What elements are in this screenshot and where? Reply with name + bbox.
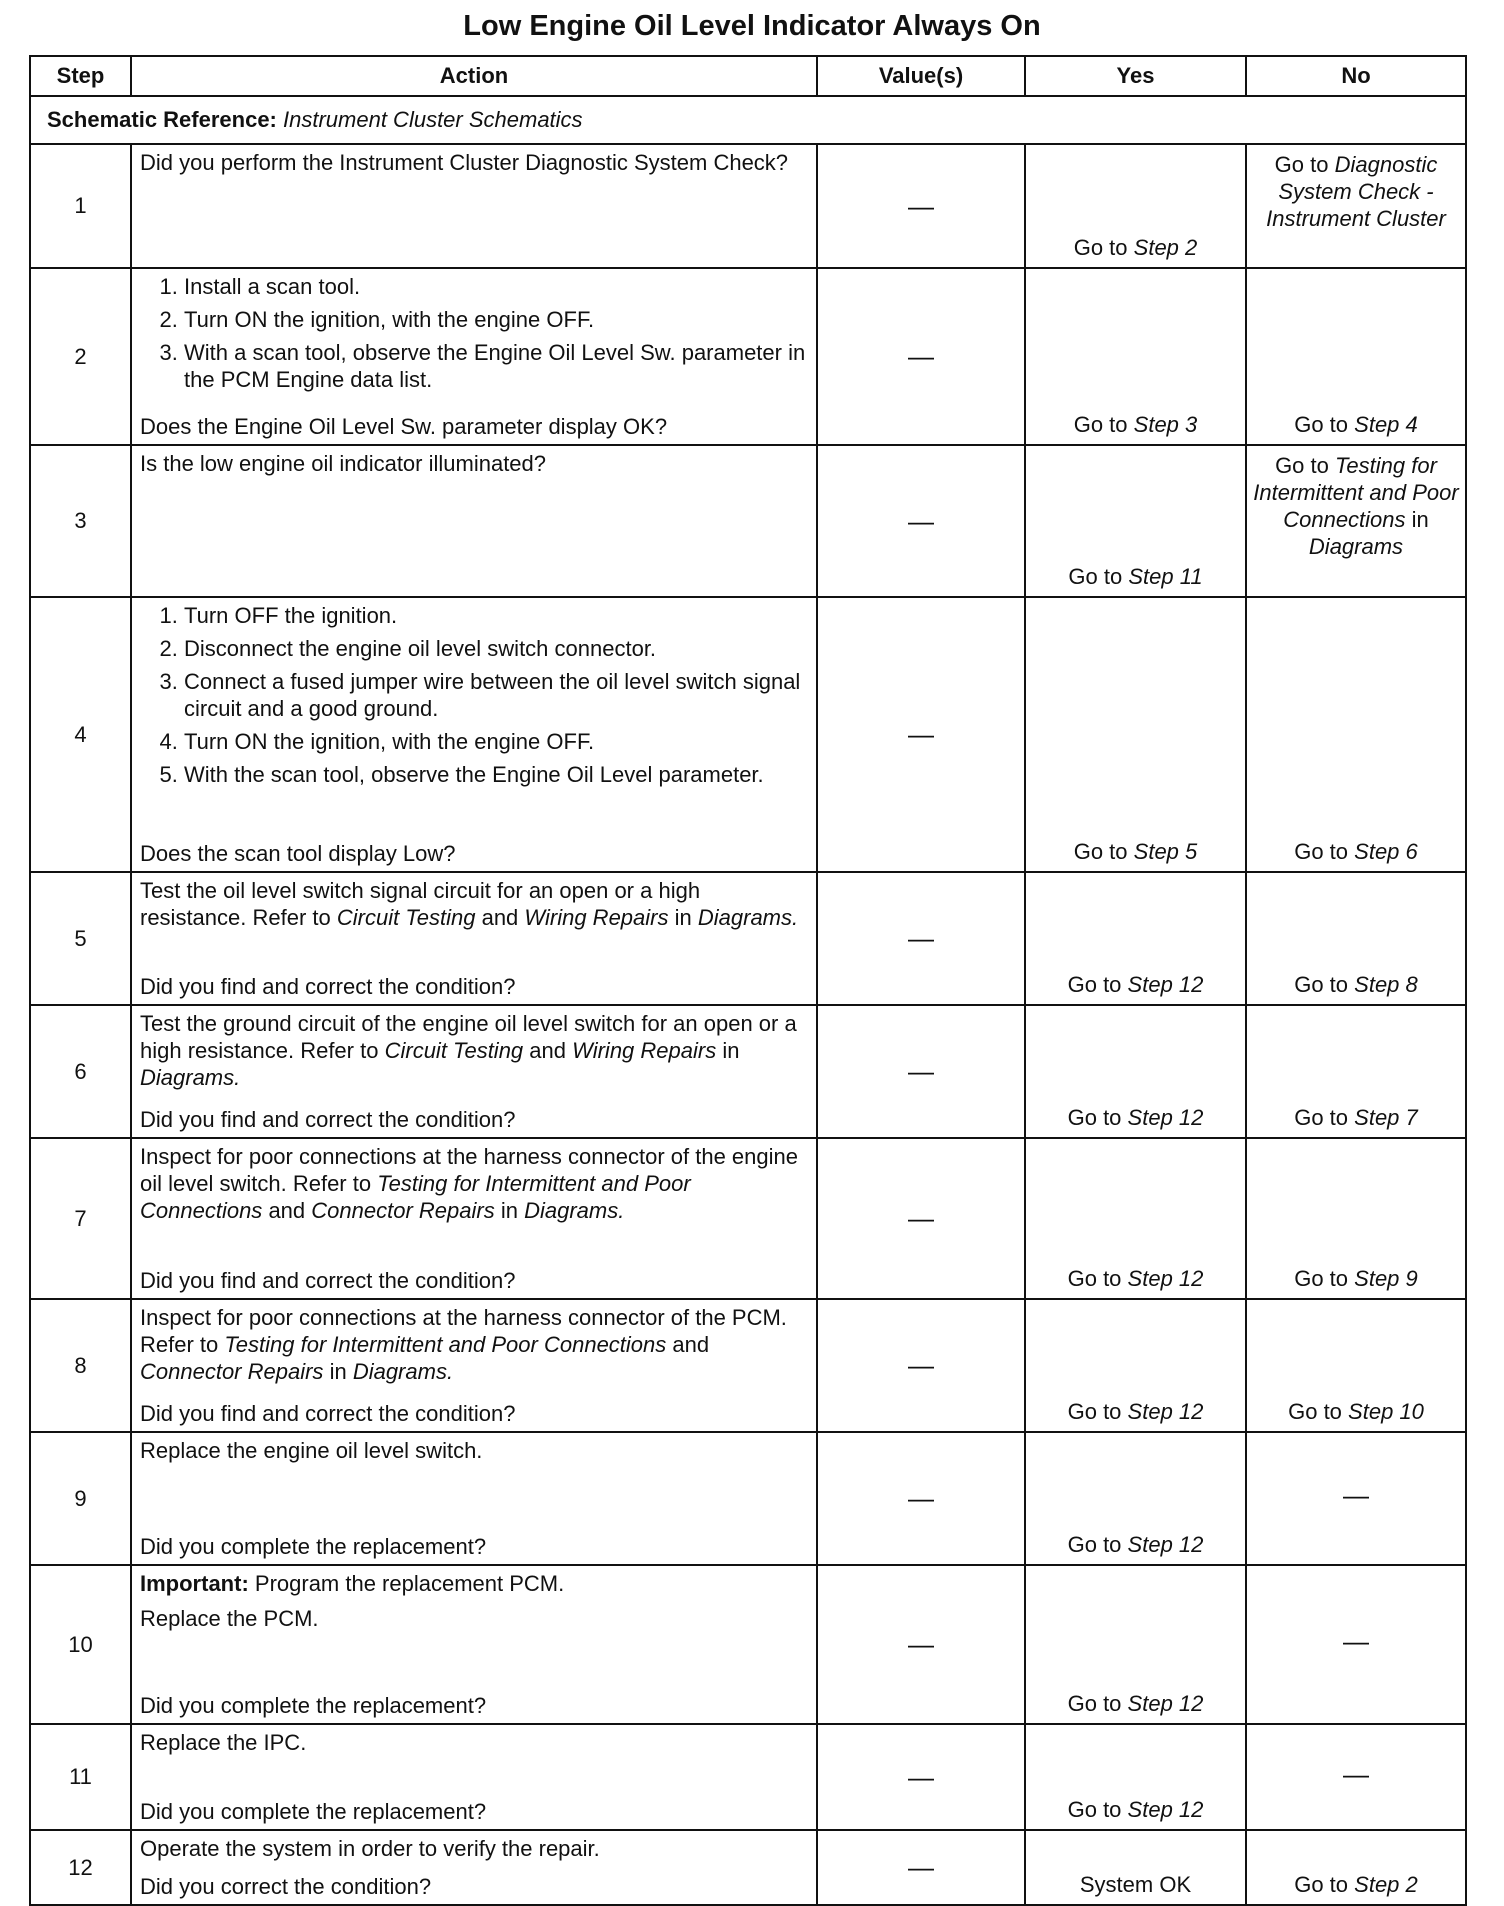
no-goto[interactable] bbox=[1288, 1399, 1424, 1424]
schematic-row bbox=[30, 96, 1466, 144]
yes-goto[interactable] bbox=[1068, 972, 1204, 997]
action-text bbox=[140, 1304, 808, 1385]
header-row bbox=[30, 56, 1466, 96]
no-cell bbox=[1246, 872, 1466, 1005]
value-cell: — bbox=[817, 268, 1025, 445]
step-row bbox=[30, 872, 1466, 1005]
step-link[interactable]: Step 12 bbox=[1127, 1797, 1204, 1822]
step-number: 10 bbox=[30, 1565, 131, 1724]
important-note: Program the replacement PCM. bbox=[254, 1571, 565, 1596]
no-goto[interactable] bbox=[1294, 1266, 1418, 1291]
action-cell bbox=[131, 1565, 817, 1724]
no-goto[interactable] bbox=[1294, 1872, 1418, 1897]
text: in bbox=[722, 1038, 740, 1063]
ref-link[interactable]: Diagrams. bbox=[524, 1198, 625, 1223]
step-link[interactable]: Step 12 bbox=[1127, 1399, 1204, 1424]
text: Test the oil level switch signal circuit for an open or a high resistance. Refer to bbox=[140, 878, 701, 930]
text: Inspect for poor connections at the harness connector of the PCM. Refer to bbox=[140, 1305, 787, 1357]
step-link[interactable]: Step 6 bbox=[1354, 839, 1418, 864]
action-question: Did you complete the replacement? bbox=[140, 1693, 487, 1718]
step-number: 3 bbox=[30, 445, 131, 597]
action-cell bbox=[131, 1724, 817, 1830]
ref-link[interactable]: Connector Repairs bbox=[140, 1359, 324, 1384]
page-title: Low Engine Oil Level Indicator Always On bbox=[463, 10, 1041, 42]
action-cell bbox=[131, 445, 817, 597]
diagnostic-table bbox=[29, 55, 1467, 1906]
ref-link[interactable]: Diagrams bbox=[1308, 534, 1404, 559]
action-question: Did you complete the replacement? bbox=[140, 1799, 487, 1824]
action-item: 2. Disconnect the engine oil level switch connector. bbox=[184, 635, 808, 662]
action-cell bbox=[131, 872, 817, 1005]
header-yes: Yes bbox=[1025, 56, 1246, 96]
ref-link[interactable]: Diagrams. bbox=[697, 905, 799, 930]
goto-label: Go to bbox=[1067, 1532, 1122, 1557]
ref-link[interactable]: Diagrams. bbox=[140, 1065, 241, 1090]
yes-goto[interactable] bbox=[1068, 1266, 1204, 1291]
yes-cell bbox=[1025, 1299, 1246, 1432]
yes-goto[interactable] bbox=[1068, 1797, 1204, 1822]
no-cell bbox=[1246, 268, 1466, 445]
goto-label: Go to bbox=[1294, 972, 1349, 997]
yes-result: System OK bbox=[1079, 1872, 1192, 1897]
ref-link[interactable]: Diagrams. bbox=[352, 1359, 454, 1384]
ref-link[interactable]: Wiring Repairs bbox=[524, 905, 669, 930]
goto-label: Go to bbox=[1073, 235, 1128, 260]
step-row bbox=[30, 1138, 1466, 1299]
action-item: 1. Turn OFF the ignition. bbox=[184, 602, 808, 629]
step-row bbox=[30, 144, 1466, 268]
yes-cell bbox=[1025, 1724, 1246, 1830]
goto-label: Go to bbox=[1067, 1105, 1122, 1130]
yes-goto[interactable] bbox=[1068, 1399, 1204, 1424]
step-number: 11 bbox=[30, 1724, 131, 1830]
no-cell bbox=[1246, 1565, 1466, 1724]
no-goto[interactable] bbox=[1294, 972, 1418, 997]
no-goto[interactable] bbox=[1266, 152, 1446, 231]
step-number: 12 bbox=[30, 1830, 131, 1905]
step-number: 2 bbox=[30, 268, 131, 445]
yes-cell bbox=[1025, 1432, 1246, 1565]
header-values: Value(s) bbox=[817, 56, 1025, 96]
action-text bbox=[140, 1143, 808, 1224]
step-number: 1 bbox=[30, 144, 131, 268]
step-row bbox=[30, 1005, 1466, 1138]
value-cell: — bbox=[817, 1830, 1025, 1905]
header-step: Step bbox=[30, 56, 131, 96]
text: and bbox=[672, 1332, 710, 1357]
action-question: Did you correct the condition? bbox=[140, 1874, 432, 1899]
ref-link[interactable]: Circuit Testing bbox=[384, 1038, 524, 1063]
no-cell bbox=[1246, 1830, 1466, 1905]
step-link[interactable]: Step 12 bbox=[1127, 1532, 1204, 1557]
step-link[interactable]: Step 10 bbox=[1348, 1399, 1424, 1424]
step-number: 9 bbox=[30, 1432, 131, 1565]
ref-link[interactable]: Testing for Intermittent and Poor Connections bbox=[140, 1171, 691, 1223]
action-text: Replace the PCM. bbox=[140, 1606, 319, 1631]
ref-link[interactable]: Wiring Repairs bbox=[572, 1038, 717, 1063]
text: in bbox=[329, 1359, 347, 1384]
value-cell: — bbox=[817, 445, 1025, 597]
no-goto[interactable] bbox=[1253, 453, 1458, 559]
no-cell bbox=[1246, 597, 1466, 872]
goto-label: Go to bbox=[1294, 1872, 1349, 1897]
step-number: 5 bbox=[30, 872, 131, 1005]
text: Test the ground circuit of the engine oil level switch for an open or a high resistance. Refer to bbox=[140, 1011, 797, 1063]
yes-goto[interactable] bbox=[1074, 412, 1198, 437]
no-goto[interactable] bbox=[1294, 839, 1418, 864]
yes-goto[interactable] bbox=[1068, 1532, 1204, 1557]
goto-label: Go to bbox=[1294, 1105, 1349, 1130]
ref-link[interactable]: Diagnostic System Check - Instrument Cluster bbox=[1266, 152, 1446, 231]
no-cell bbox=[1246, 1005, 1466, 1138]
action-item: 3. Connect a fused jumper wire between the oil level switch signal circuit and a good ground. bbox=[184, 668, 808, 722]
step-link[interactable]: Step 12 bbox=[1127, 1266, 1204, 1291]
goto-label: Go to bbox=[1067, 972, 1122, 997]
dash: — bbox=[1343, 1758, 1369, 1789]
yes-cell bbox=[1025, 268, 1246, 445]
step-row bbox=[30, 597, 1466, 872]
goto-label: Go to bbox=[1294, 412, 1349, 437]
step-link[interactable]: Step 2 bbox=[1133, 235, 1198, 260]
step-number: 4 bbox=[30, 597, 131, 872]
step-row bbox=[30, 445, 1466, 597]
action-cell bbox=[131, 144, 817, 268]
yes-cell bbox=[1025, 1005, 1246, 1138]
no-cell bbox=[1246, 1724, 1466, 1830]
yes-cell bbox=[1025, 445, 1246, 597]
step-number: 8 bbox=[30, 1299, 131, 1432]
yes-goto[interactable] bbox=[1074, 235, 1198, 260]
no-goto[interactable] bbox=[1294, 412, 1418, 437]
text: in bbox=[674, 905, 692, 930]
action-text: Did you perform the Instrument Cluster Diagnostic System Check? bbox=[140, 150, 789, 175]
dash: — bbox=[1343, 1626, 1369, 1656]
action-cell bbox=[131, 1138, 817, 1299]
yes-cell bbox=[1025, 1565, 1246, 1724]
step-row bbox=[30, 1830, 1466, 1905]
header-no: No bbox=[1246, 56, 1466, 96]
action-text: Is the low engine oil indicator illuminated? bbox=[140, 451, 547, 476]
action-text: Operate the system in order to verify the repair. bbox=[140, 1836, 600, 1861]
yes-goto[interactable] bbox=[1068, 1691, 1204, 1716]
text: in bbox=[1411, 507, 1429, 532]
schematic-label: Schematic Reference: bbox=[47, 107, 277, 132]
no-goto[interactable] bbox=[1294, 1105, 1418, 1130]
step-link[interactable]: Step 7 bbox=[1354, 1105, 1418, 1130]
action-text: Replace the engine oil level switch. bbox=[140, 1438, 483, 1463]
yes-cell bbox=[1025, 144, 1246, 268]
action-cell bbox=[131, 268, 817, 445]
yes-goto[interactable] bbox=[1068, 1105, 1204, 1130]
action-question: Does the scan tool display Low? bbox=[140, 841, 456, 866]
yes-cell bbox=[1025, 1830, 1246, 1905]
action-text bbox=[140, 1010, 808, 1091]
yes-cell bbox=[1025, 872, 1246, 1005]
important-label: Important: bbox=[140, 1571, 249, 1596]
goto-label: Go to bbox=[1067, 1691, 1122, 1716]
action-item: 2. Turn ON the ignition, with the engine OFF. bbox=[184, 306, 808, 333]
text: and bbox=[268, 1198, 306, 1223]
text: and bbox=[481, 905, 519, 930]
no-cell bbox=[1246, 1432, 1466, 1565]
value-cell: — bbox=[817, 1432, 1025, 1565]
no-cell bbox=[1246, 1299, 1466, 1432]
text: Inspect for poor connections at the harness connector of the engine oil level switch. Refer to bbox=[140, 1144, 798, 1196]
goto-label: Go to bbox=[1067, 1399, 1122, 1424]
text: and bbox=[529, 1038, 567, 1063]
action-item: 5. With the scan tool, observe the Engine Oil Level parameter. bbox=[184, 761, 808, 788]
value-cell: — bbox=[817, 144, 1025, 268]
yes-cell bbox=[1025, 1138, 1246, 1299]
action-item: 3. With a scan tool, observe the Engine Oil Level Sw. parameter in the PCM Engine data list. bbox=[184, 339, 808, 393]
action-cell bbox=[131, 1432, 817, 1565]
step-link[interactable]: Step 12 bbox=[1127, 1691, 1204, 1716]
step-number: 6 bbox=[30, 1005, 131, 1138]
goto-label: Go to bbox=[1067, 1797, 1122, 1822]
step-link[interactable]: Step 9 bbox=[1354, 1266, 1418, 1291]
step-row bbox=[30, 268, 1466, 445]
value-cell: — bbox=[817, 1005, 1025, 1138]
action-cell bbox=[131, 1830, 817, 1905]
step-link[interactable]: Step 12 bbox=[1127, 972, 1204, 997]
action-item: 1. Install a scan tool. bbox=[184, 273, 808, 300]
no-cell bbox=[1246, 144, 1466, 268]
action-cell bbox=[131, 597, 817, 872]
step-link[interactable]: Step 5 bbox=[1133, 839, 1198, 864]
yes-cell bbox=[1025, 597, 1246, 872]
ref-link[interactable]: Testing for Intermittent and Poor Connections bbox=[1253, 453, 1459, 532]
step-row bbox=[30, 1724, 1466, 1830]
goto-label: Go to bbox=[1073, 839, 1128, 864]
ref-link[interactable]: Circuit Testing bbox=[336, 905, 476, 930]
step-number: 7 bbox=[30, 1138, 131, 1299]
goto-label: Go to bbox=[1068, 564, 1123, 589]
value-cell: — bbox=[817, 1299, 1025, 1432]
goto-label: Go to bbox=[1275, 453, 1329, 478]
step-link[interactable]: Step 3 bbox=[1133, 412, 1198, 437]
value-cell: — bbox=[817, 1565, 1025, 1724]
action-question: Did you find and correct the condition? bbox=[140, 1401, 516, 1426]
schematic-link[interactable]: Instrument Cluster Schematics bbox=[283, 107, 583, 132]
text: in bbox=[500, 1198, 518, 1223]
action-text bbox=[140, 877, 808, 931]
step-link[interactable]: Step 4 bbox=[1354, 412, 1418, 437]
action-item: 4. Turn ON the ignition, with the engine OFF. bbox=[184, 728, 808, 755]
goto-label: Go to bbox=[1067, 1266, 1122, 1291]
step-link[interactable]: Step 12 bbox=[1127, 1105, 1204, 1130]
action-question: Did you find and correct the condition? bbox=[140, 1268, 516, 1293]
yes-goto[interactable] bbox=[1074, 839, 1198, 864]
step-link[interactable]: Step 8 bbox=[1354, 972, 1418, 997]
action-question: Did you find and correct the condition? bbox=[140, 974, 516, 999]
yes-goto[interactable] bbox=[1068, 564, 1202, 589]
ref-link[interactable]: Connector Repairs bbox=[311, 1198, 495, 1223]
dash: — bbox=[1343, 1480, 1369, 1510]
action-text: Replace the IPC. bbox=[140, 1730, 307, 1755]
goto-label: Go to bbox=[1294, 1266, 1349, 1291]
goto-label: Go to bbox=[1073, 412, 1128, 437]
action-cell bbox=[131, 1299, 817, 1432]
header-action: Action bbox=[131, 56, 817, 96]
value-cell: — bbox=[817, 597, 1025, 872]
value-cell: — bbox=[817, 872, 1025, 1005]
no-cell bbox=[1246, 1138, 1466, 1299]
action-question: Did you find and correct the condition? bbox=[140, 1107, 516, 1132]
goto-label: Go to bbox=[1288, 1399, 1342, 1424]
step-row bbox=[30, 1565, 1466, 1724]
no-cell bbox=[1246, 445, 1466, 597]
action-cell bbox=[131, 1005, 817, 1138]
step-row bbox=[30, 1299, 1466, 1432]
action-question: Does the Engine Oil Level Sw. parameter display OK? bbox=[140, 414, 668, 439]
step-row bbox=[30, 1432, 1466, 1565]
goto-label: Go to bbox=[1294, 839, 1349, 864]
goto-label: Go to bbox=[1274, 152, 1329, 177]
value-cell: — bbox=[817, 1138, 1025, 1299]
step-link[interactable]: Step 11 bbox=[1128, 564, 1203, 589]
action-question: Did you complete the replacement? bbox=[140, 1534, 487, 1559]
ref-link[interactable]: Testing for Intermittent and Poor Connections bbox=[224, 1332, 667, 1357]
value-cell: — bbox=[817, 1724, 1025, 1830]
step-link[interactable]: Step 2 bbox=[1354, 1872, 1418, 1897]
